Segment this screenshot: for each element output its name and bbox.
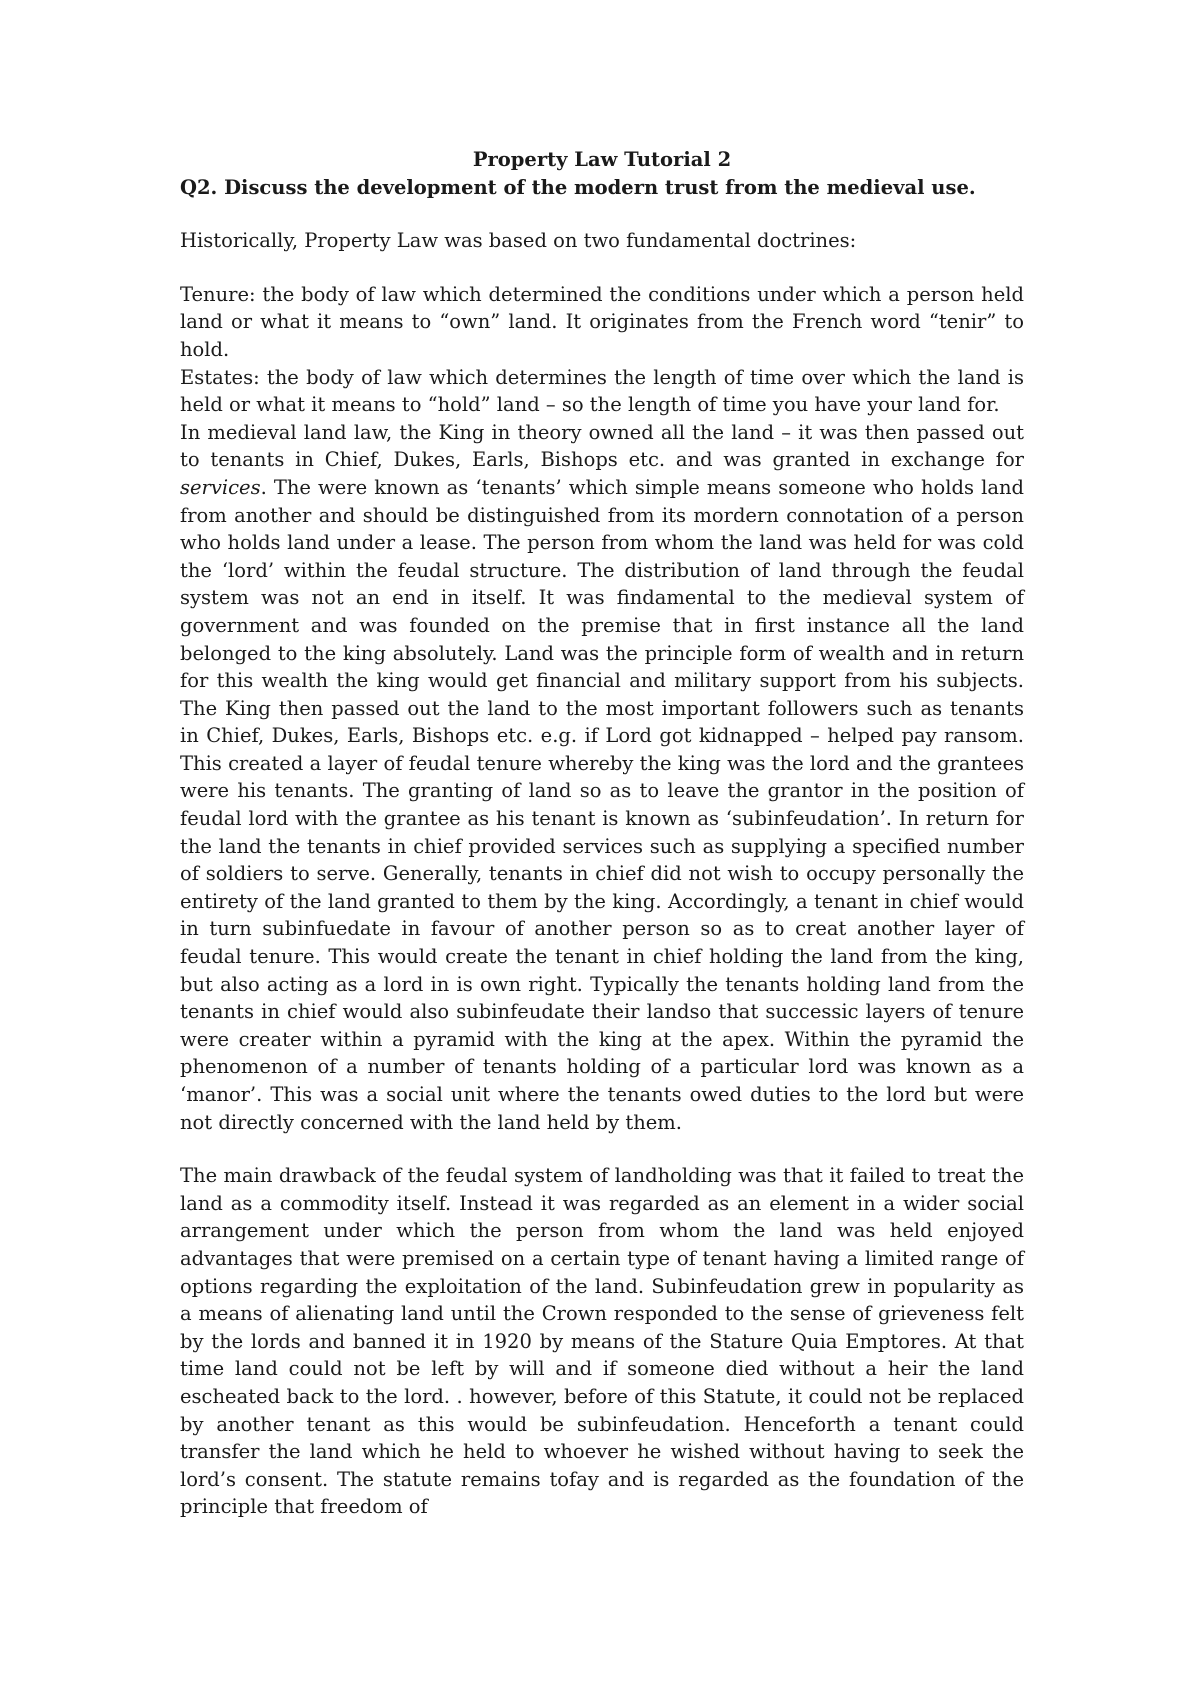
feudal-lead-text: In medieval land law, the King in theory owned all the land – it was then passed out to tenants in Chief, Dukes, Earls, Bishops etc. and was granted in exchange for xyxy=(180,420,1024,472)
paragraph-gap xyxy=(180,255,1024,281)
drawback-paragraph: The main drawback of the feudal system of landholding was that it failed to treat the land as a commodity itself. Instead it was regarded as an element in a wider social arrangement under which the person from whom the land was held enjoyed advantages that were premised on a certain type of tenant having a limited range of options regarding the exploitation of the land. Subinfeudation grew in popularity as a means of alienating land until the Crown responded to the sense of grieveness felt by the lords and banned it in 1920 by means of the Stature Quia Emptores. At that time land could not be left by will and if someone died without a heir the land escheated back to the lord. . however, before of this Statute, it could not be replaced by another tenant as this would be subinfeudation. Henceforth a tenant could transfer the land which he held to whoever he wished without having to seek the lord’s consent. The statute remains tofay and is regarded as the foundation of the principle that freedom of xyxy=(180,1164,1024,1519)
services-emphasis: services xyxy=(180,475,261,499)
tenure-paragraph: Tenure: the body of law which determined the conditions under which a person held land or what it means to “own” land. It originates from the French word “tenir” to hold. xyxy=(180,282,1024,361)
paragraph-gap xyxy=(180,1136,1024,1162)
document-body xyxy=(180,146,1024,1521)
feudal-rest-text: . The were known as ‘tenants’ which simple means someone who holds land from another and should be distinguished from its mordern connotation of a person who holds land under a lease. The person from whom the land was held for was cold the ‘lord’ within the feudal structure. The distribution of land through the feudal system was not an end in itself. It was findamental to the medieval system of government and was founded on the premise that in first instance all the land belonged to the king absolutely. Land was the principle form of wealth and in return for this wealth the king would get financial and military support from his subjects. The King then passed out the land to the most important followers such as tenants in Chief, Dukes, Earls, Bishops etc. e.g. if Lord got kidnapped – helped pay ransom. This created a layer of feudal tenure whereby the king was the lord and the grantees were his tenants. The granting of land so as to leave the grantor in the position of feudal lord with the grantee as his tenant is known as ‘subinfeudation’. In return for the land the tenants in chief provided services such as supplying a specified number of soldiers to serve. Generally, tenants in chief did not wish to occupy personally the entirety of the land granted to them by the king. Accordingly, a tenant in chief would in turn subinfuedate in favour of another person so as to creat another layer of feudal tenure. This would create the tenant in chief holding the land from the king, but also acting as a lord in is own right. Typically the tenants holding land from the tenants in chief would also subinfeudate their landso that successic layers of tenure were creater within a pyramid with the king at the apex. Within the pyramid the phenomenon of a number of tenants holding of a particular lord was known as a ‘manor’. This was a social unit where the tenants owed duties to the lord but were not directly concerned with the land held by them. xyxy=(180,475,1024,1134)
estates-paragraph: Estates: the body of law which determines the length of time over which the land is held or what it means to “hold” land – so the length of time you have your land for. xyxy=(180,365,1024,417)
question-heading: Q2. Discuss the development of the modern trust from the medieval use. xyxy=(180,175,976,199)
document-title: Property Law Tutorial 2 xyxy=(472,148,732,171)
feudal-system-paragraph xyxy=(180,419,1024,1136)
intro-paragraph: Historically, Property Law was based on two fundamental doctrines: xyxy=(180,229,857,253)
